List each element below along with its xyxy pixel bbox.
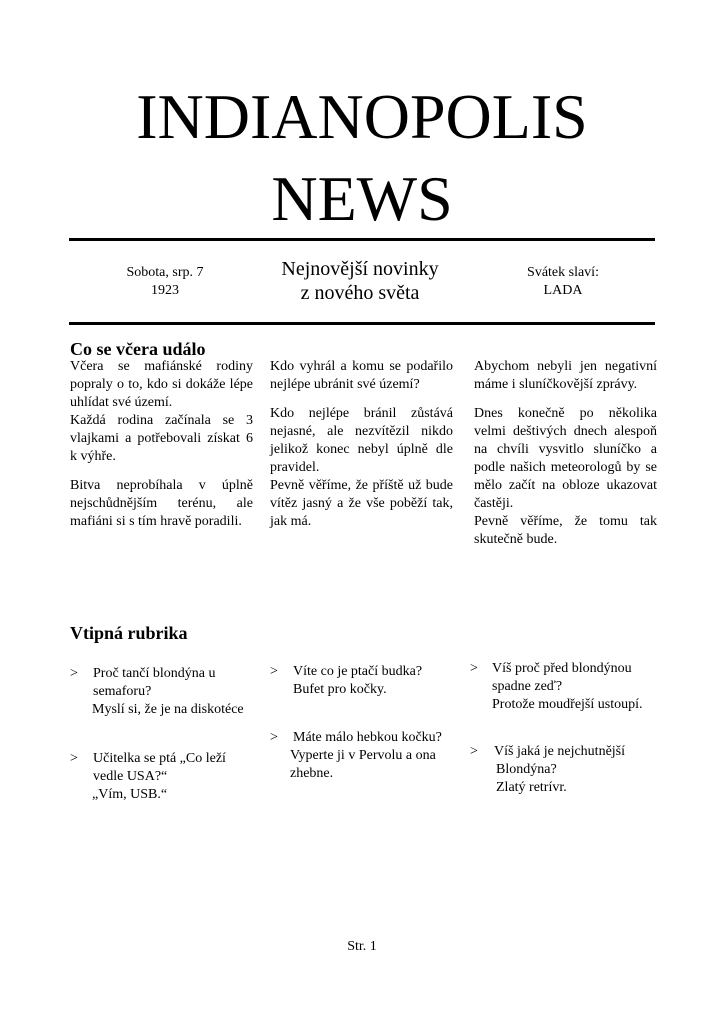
article-col1-paragraph: Každá rodina začínala se 3 vlajkami a potřebovali získat 6 k výhře. (70, 413, 253, 464)
article-col3-paragraph: Pevně věříme, že tomu tak skutečně bude. (474, 514, 657, 547)
masthead-title-line2: NEWS (271, 163, 453, 234)
joke-question: Víš jaká je nejchutnější (494, 744, 626, 759)
joke-answer: Myslí si, že je na diskotéce (92, 702, 244, 717)
joke-question-cont: Blondýna? (496, 762, 557, 777)
article-col3-paragraph: Abychom nebyli jen negativní máme i sluníčkovější zprávy. (474, 359, 657, 392)
joke-question: Víte co je ptačí budka? (293, 664, 423, 679)
bullet-arrow-icon: > (470, 744, 478, 759)
joke-answer: „Vím, USB.“ (92, 787, 168, 802)
tagline (240, 257, 480, 305)
issue-date (95, 264, 235, 300)
name-day (493, 264, 633, 300)
issue-date-line1: Sobota, srp. 7 (126, 265, 204, 280)
bullet-arrow-icon: > (70, 666, 78, 681)
joke-answer: Bufet pro kočky. (293, 682, 387, 697)
bottom-rule (69, 322, 655, 325)
joke-question-cont: semaforu? (93, 684, 152, 699)
tagline-line1: Nejnovější novinky (281, 258, 439, 280)
bullet-arrow-icon: > (270, 664, 278, 679)
article-col2-paragraph: Kdo vyhrál a komu se podařilo nejlépe ubránit své území? (270, 359, 453, 392)
joke-item (70, 665, 260, 719)
article-col1-paragraph: Bitva neprobíhala v úplně nejschůdnějším terénu, ale mafiáni si s tím hravě poradili. (70, 478, 253, 529)
joke-question: Proč tančí blondýna u (93, 666, 216, 681)
joke-answer: Protože moudřejší ustoupí. (492, 697, 643, 712)
joke-item (270, 729, 460, 783)
joke-question: Víš proč před blondýnou (492, 661, 632, 676)
page-number: Str. 1 (347, 939, 377, 954)
article-col3-paragraph: Dnes konečně po několika velmi deštivých dnech alespoň na chvíli vysvitlo sluníčko a podle našich meteorologů by se mělo začít na obloze ukazovat častěji. (474, 406, 657, 511)
joke-item (270, 663, 460, 699)
joke-item (470, 743, 670, 797)
tagline-line2: z nového světa (300, 282, 420, 304)
article-col1-paragraph: Včera se mafiánské rodiny popraly o to, kdo si dokáže lépe uhlídat své území. (70, 359, 253, 410)
masthead-title-line1: INDIANOPOLIS (136, 81, 588, 152)
joke-question-cont: spadne zeď? (492, 679, 563, 694)
joke-answer: Vyperte ji v Pervolu a ona zhebne. (290, 748, 436, 781)
joke-question: Učitelka se ptá „Co leží (93, 751, 226, 766)
joke-item (470, 660, 670, 714)
name-day-line2: LADA (543, 283, 583, 298)
joke-question-cont: vedle USA?“ (93, 769, 168, 784)
article-title: Co se včera událo (70, 339, 206, 359)
bullet-arrow-icon: > (70, 751, 78, 766)
bullet-arrow-icon: > (270, 730, 278, 745)
article-column-2 (270, 358, 453, 531)
name-day-line1: Svátek slaví: (527, 265, 599, 280)
article-column-1 (70, 358, 253, 531)
joke-item (70, 750, 260, 804)
article-column-3 (474, 358, 657, 549)
top-rule (69, 238, 655, 241)
issue-date-line2: 1923 (151, 283, 179, 298)
article-col2-paragraph: Kdo nejlépe bránil zůstává nejasné, ale nezvítězil nikdo jelikož konec nebyl úplně dle pravidel. (270, 406, 453, 475)
bullet-arrow-icon: > (470, 661, 478, 676)
jokes-title: Vtipná rubrika (70, 623, 188, 643)
article-col2-paragraph: Pevně věříme, že příště už bude vítěz jasný a že vše poběží tak, jak má. (270, 478, 453, 529)
joke-question: Máte málo hebkou kočku? (293, 730, 442, 745)
joke-answer: Zlatý retrívr. (496, 780, 567, 795)
